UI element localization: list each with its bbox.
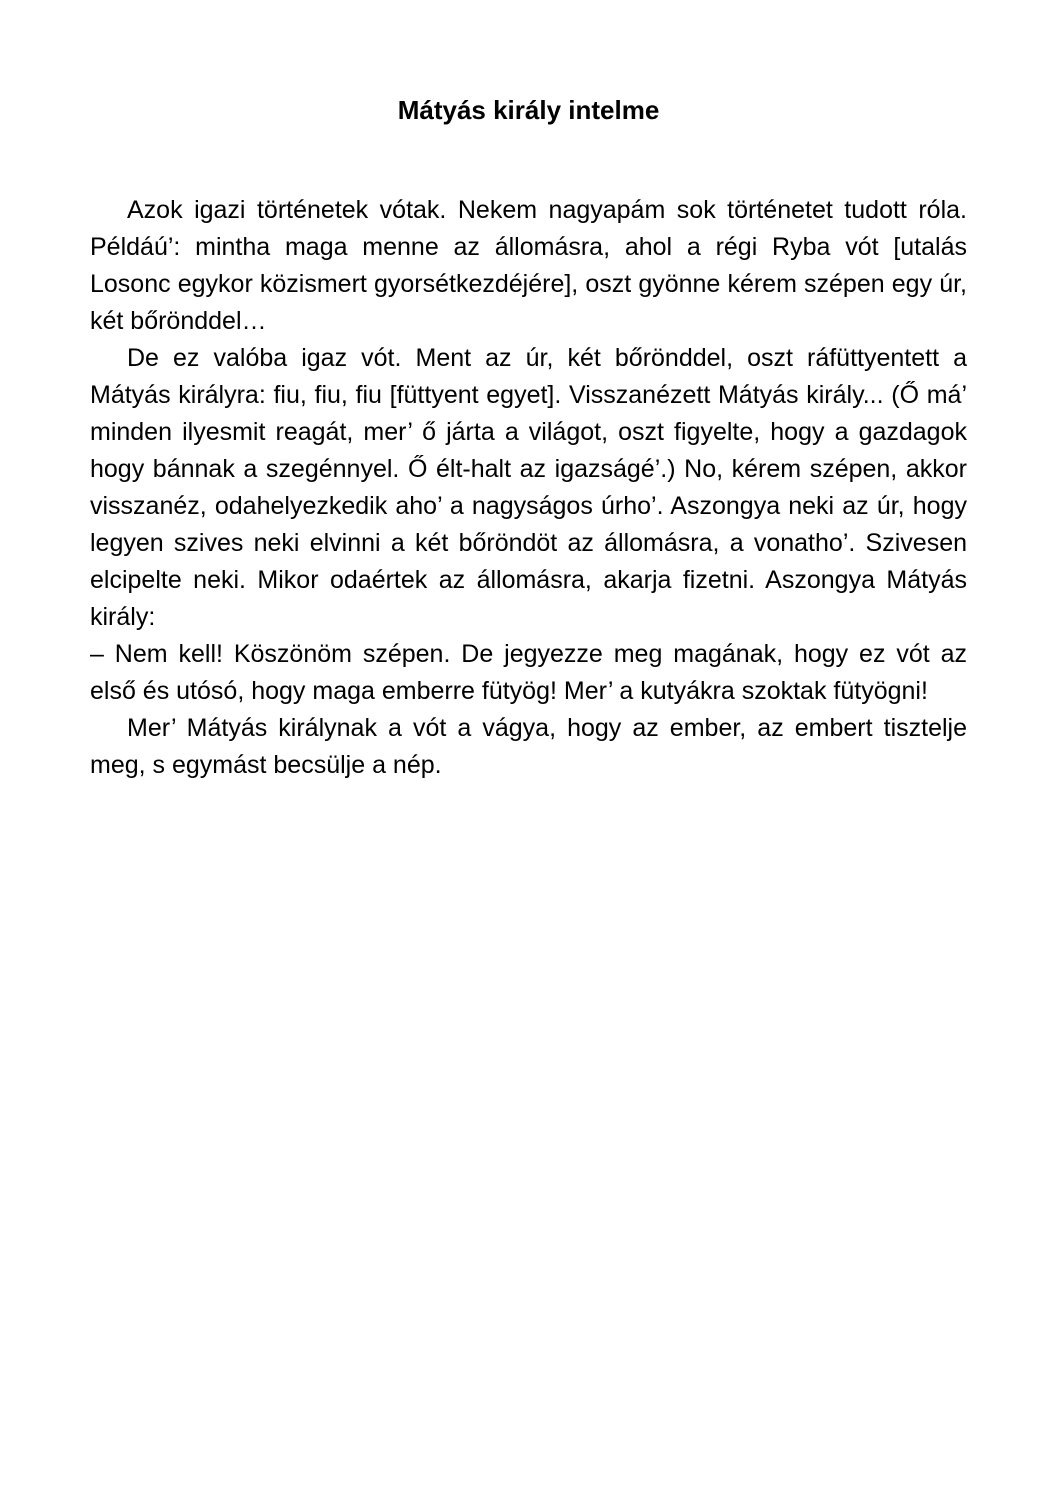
document-page (90, 88, 967, 784)
document-title: Mátyás király intelme (397, 95, 660, 125)
paragraph: De ez valóba igaz vót. Ment az úr, két bőrönddel, oszt ráfüttyentett a Mátyás királyra: fiu, fiu, fiu [füttyent egyet]. Visszanézett Mátyás király... (Ő má’ minden ilyesmit reagát, mer’ ő járta a világot, oszt figyelte, hogy a gazdagok hogy bánnak a szegénnyel. Ő élt-halt az igazságé’.) No, kérem szépen, akkor visszanéz, odahelyezkedik aho’ a nagyságos úrho’. Aszongya neki az úr, hogy legyen szives neki elvinni a két bőröndöt az állomásra, a vonatho’. Szivesen elcipelte neki. Mikor odaértek az állomásra, akarja fizetni. Aszongya Mátyás király: (90, 344, 967, 631)
paragraph: Mer’ Mátyás királynak a vót a vágya, hogy az ember, az embert tisztelje meg, s egymást becsülje a nép. (90, 714, 967, 779)
dialogue-line: – Nem kell! Köszönöm szépen. De jegyezze meg magának, hogy ez vót az első és utósó, hogy maga emberre fütyög! Mer’ a kutyákra szoktak fütyögni! (90, 640, 967, 705)
paragraph: Azok igazi történetek vótak. Nekem nagyapám sok történetet tudott róla. Példáú’: mintha maga menne az állomásra, ahol a régi Ryba vót [utalás Losonc egykor közismert gyorsétkezdéjére], oszt gyönne kérem szépen egy úr, két bőrönddel… (90, 196, 967, 335)
document-body (90, 192, 967, 784)
